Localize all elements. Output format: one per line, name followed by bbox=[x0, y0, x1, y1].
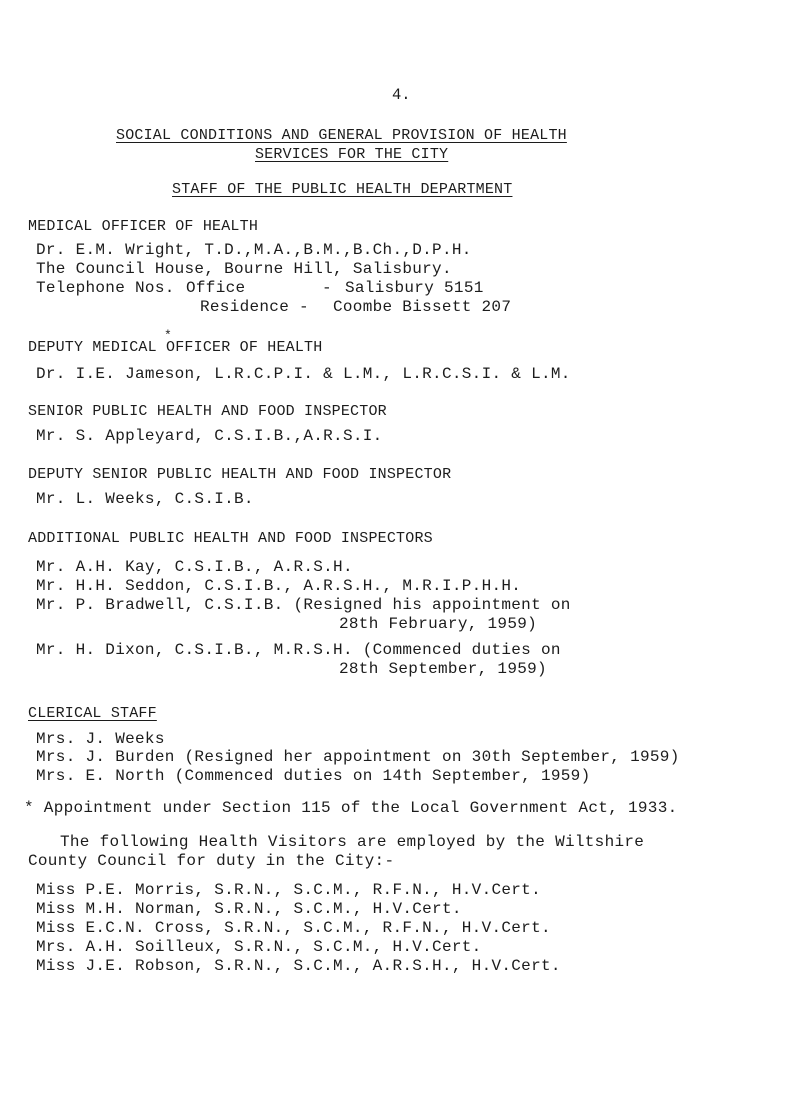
additional-phi-line: 28th February, 1959) bbox=[339, 615, 538, 633]
additional-phi-line: Mr. H. Dixon, C.S.I.B., M.R.S.H. (Commenced duties on bbox=[36, 641, 561, 659]
senior-phi-heading: SENIOR PUBLIC HEALTH AND FOOD INSPECTOR bbox=[28, 403, 387, 420]
deputy-senior-phi-heading: DEPUTY SENIOR PUBLIC HEALTH AND FOOD INSPECTOR bbox=[28, 466, 452, 483]
health-visitor-line: Miss E.C.N. Cross, S.R.N., S.C.M., R.F.N., H.V.Cert. bbox=[36, 919, 551, 937]
additional-phi-line: Mr. A.H. Kay, C.S.I.B., A.R.S.H. bbox=[36, 558, 353, 576]
health-visitors-intro-2: County Council for duty in the City:- bbox=[28, 852, 395, 870]
health-visitor-line: Miss J.E. Robson, S.R.N., S.C.M., A.R.S.H., H.V.Cert. bbox=[36, 957, 561, 975]
moh-office-label: Office bbox=[186, 279, 246, 297]
moh-residence-number: Coombe Bissett 207 bbox=[333, 298, 512, 316]
clerical-line: Mrs. E. North (Commenced duties on 14th September, 1959) bbox=[36, 767, 591, 785]
deputy-senior-phi-name: Mr. L. Weeks, C.S.I.B. bbox=[36, 490, 254, 508]
moh-name: Dr. E.M. Wright, T.D.,M.A.,B.M.,B.Ch.,D.P.H. bbox=[36, 241, 472, 259]
document-title-line-1: SOCIAL CONDITIONS AND GENERAL PROVISION OF HEALTH bbox=[116, 127, 567, 144]
additional-phi-line: Mr. H.H. Seddon, C.S.I.B., A.R.S.H., M.R.I.P.H.H. bbox=[36, 577, 522, 595]
document-title-line-2: SERVICES FOR THE CITY bbox=[255, 146, 449, 163]
moh-office-separator: - bbox=[322, 279, 332, 297]
appointment-footnote: * Appointment under Section 115 of the Local Government Act, 1933. bbox=[24, 799, 678, 817]
health-visitors-intro-1: The following Health Visitors are employed by the Wiltshire bbox=[60, 833, 645, 851]
health-visitor-line: Miss P.E. Morris, S.R.N., S.C.M., R.F.N., H.V.Cert. bbox=[36, 881, 541, 899]
moh-office-number: Salisbury 5151 bbox=[345, 279, 484, 297]
moh-heading: MEDICAL OFFICER OF HEALTH bbox=[28, 218, 259, 235]
additional-phi-line: Mr. P. Bradwell, C.S.I.B. (Resigned his appointment on bbox=[36, 596, 571, 614]
health-visitor-line: Miss M.H. Norman, S.R.N., S.C.M., H.V.Cert. bbox=[36, 900, 462, 918]
clerical-line: Mrs. J. Weeks bbox=[36, 730, 165, 748]
clerical-heading: CLERICAL STAFF bbox=[28, 705, 157, 722]
clerical-line: Mrs. J. Burden (Resigned her appointment on 30th September, 1959) bbox=[36, 748, 680, 766]
deputy-moh-heading: DEPUTY MEDICAL OFFICER OF HEALTH bbox=[28, 339, 323, 356]
staff-heading: STAFF OF THE PUBLIC HEALTH DEPARTMENT bbox=[172, 181, 513, 198]
additional-phi-line: 28th September, 1959) bbox=[339, 660, 547, 678]
senior-phi-name: Mr. S. Appleyard, C.S.I.B.,A.R.S.I. bbox=[36, 427, 383, 445]
page-number: 4. bbox=[392, 86, 411, 104]
moh-address: The Council House, Bourne Hill, Salisbury. bbox=[36, 260, 452, 278]
asterisk-mark: * bbox=[164, 328, 172, 343]
deputy-moh-name: Dr. I.E. Jameson, L.R.C.P.I. & L.M., L.R.C.S.I. & L.M. bbox=[36, 365, 571, 383]
additional-phi-heading: ADDITIONAL PUBLIC HEALTH AND FOOD INSPECTORS bbox=[28, 530, 433, 547]
health-visitor-line: Mrs. A.H. Soilleux, S.R.N., S.C.M., H.V.Cert. bbox=[36, 938, 482, 956]
moh-telephone-label: Telephone Nos. bbox=[36, 279, 175, 297]
moh-residence-label: Residence - bbox=[200, 298, 309, 316]
